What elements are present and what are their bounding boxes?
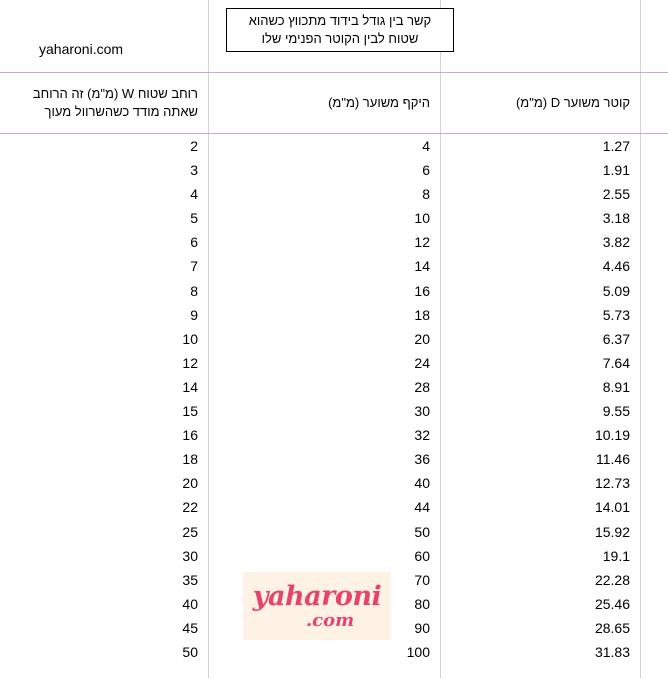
- column-header-diameter: קוטר משוער D (מ"מ): [515, 95, 630, 111]
- cell-diameter: 7.64: [602, 354, 630, 371]
- cell-diameter: 1.27: [602, 138, 630, 154]
- cell-perimeter: 60: [414, 547, 430, 564]
- cell-perimeter: 80: [414, 595, 430, 612]
- table-row: [0, 471, 668, 495]
- cell-perimeter: 12: [414, 234, 430, 251]
- cell-perimeter: 70: [414, 571, 430, 588]
- table-header-row: [0, 72, 668, 134]
- cell-diameter: 2.55: [602, 186, 630, 203]
- cell-width-flat: 35: [182, 571, 198, 588]
- table-row: [0, 182, 668, 206]
- cell-diameter: 22.28: [594, 571, 630, 588]
- cell-diameter: 4.46: [602, 258, 630, 275]
- cell-perimeter: 90: [414, 619, 430, 636]
- cell-diameter: 3.82: [602, 234, 630, 251]
- cell-diameter: 12.73: [594, 475, 630, 492]
- table-row: [0, 279, 668, 303]
- cell-perimeter: 28: [414, 378, 430, 395]
- column-header-perimeter: היקף משוער (מ"מ): [328, 95, 430, 111]
- table-row: [0, 544, 668, 568]
- cell-diameter: 6.37: [602, 330, 630, 347]
- cell-perimeter: 6: [422, 162, 430, 179]
- table-row: [0, 230, 668, 254]
- cell-width-flat: 6: [190, 234, 198, 251]
- cell-perimeter: 20: [414, 330, 430, 347]
- cell-diameter: 5.09: [602, 282, 630, 299]
- table-row: [0, 520, 668, 544]
- cell-perimeter: 16: [414, 282, 430, 299]
- cell-width-flat: 45: [182, 619, 198, 636]
- table-title: קשר בין גודל בידוד מתכווץ כשהוא שטוח לבין הקוטר הפנימי שלו: [226, 8, 454, 52]
- table-row: [0, 447, 668, 471]
- cell-diameter: 28.65: [594, 619, 630, 636]
- cell-width-flat: 3: [190, 162, 198, 179]
- watermark-sub-text: .com: [305, 609, 355, 631]
- cell-perimeter: 44: [414, 499, 430, 516]
- column-header-width-flat: רוחב שטוח W (מ"מ) זה הרוחב שאתה מודד כשהשרוול מעוך: [32, 86, 198, 119]
- cell-perimeter: 8: [422, 186, 430, 203]
- cell-perimeter: 10: [414, 210, 430, 227]
- cell-diameter: 5.73: [602, 306, 630, 323]
- table-row: [0, 134, 668, 158]
- cell-perimeter: 4: [422, 138, 430, 154]
- table-row: [0, 206, 668, 230]
- table-row: [0, 158, 668, 182]
- cell-perimeter: 100: [406, 643, 430, 660]
- table-row: [0, 495, 668, 519]
- cell-perimeter: 36: [414, 451, 430, 468]
- cell-width-flat: 12: [182, 354, 198, 371]
- cell-width-flat: 18: [182, 451, 198, 468]
- cell-width-flat: 9: [190, 306, 198, 323]
- table-row: [0, 375, 668, 399]
- cell-diameter: 8.91: [602, 378, 630, 395]
- cell-width-flat: 22: [182, 499, 198, 516]
- table-row: [0, 423, 668, 447]
- cell-width-flat: 8: [190, 282, 198, 299]
- cell-perimeter: 14: [414, 258, 430, 275]
- cell-diameter: 31.83: [594, 643, 630, 660]
- cell-width-flat: 30: [182, 547, 198, 564]
- watermark-logo: [243, 572, 391, 640]
- table-row: [0, 254, 668, 278]
- cell-width-flat: 50: [182, 643, 198, 660]
- cell-diameter: 11.46: [596, 451, 630, 468]
- cell-width-flat: 4: [190, 186, 198, 203]
- cell-width-flat: 25: [182, 523, 198, 540]
- cell-diameter: 3.18: [602, 210, 630, 227]
- table-row: [0, 327, 668, 351]
- cell-perimeter: 24: [414, 354, 430, 371]
- brand-text: yaharoni.com: [39, 41, 124, 57]
- watermark-main-text: yaharoni: [252, 580, 382, 612]
- cell-diameter: 1.91: [602, 162, 630, 179]
- cell-width-flat: 40: [182, 595, 198, 612]
- cell-width-flat: 16: [182, 427, 198, 444]
- table-row: [0, 399, 668, 423]
- cell-width-flat: 5: [190, 210, 198, 227]
- table-row: [0, 303, 668, 327]
- cell-diameter: 15.92: [594, 523, 630, 540]
- cell-perimeter: 30: [414, 403, 430, 420]
- cell-width-flat: 2: [190, 138, 198, 154]
- cell-width-flat: 10: [182, 330, 198, 347]
- cell-diameter: 14.01: [594, 499, 630, 516]
- cell-width-flat: 14: [182, 378, 198, 395]
- cell-width-flat: 7: [190, 258, 198, 275]
- cell-perimeter: 50: [414, 523, 430, 540]
- table-row: [0, 351, 668, 375]
- table-row: [0, 640, 668, 664]
- cell-diameter: 25.46: [594, 595, 630, 612]
- cell-width-flat: 20: [182, 475, 198, 492]
- cell-diameter: 10.19: [594, 427, 630, 444]
- cell-width-flat: 15: [182, 403, 198, 420]
- cell-perimeter: 40: [414, 475, 430, 492]
- cell-perimeter: 18: [414, 306, 430, 323]
- cell-perimeter: 32: [414, 427, 430, 444]
- cell-diameter: 9.55: [602, 403, 630, 420]
- cell-diameter: 19.1: [602, 547, 630, 564]
